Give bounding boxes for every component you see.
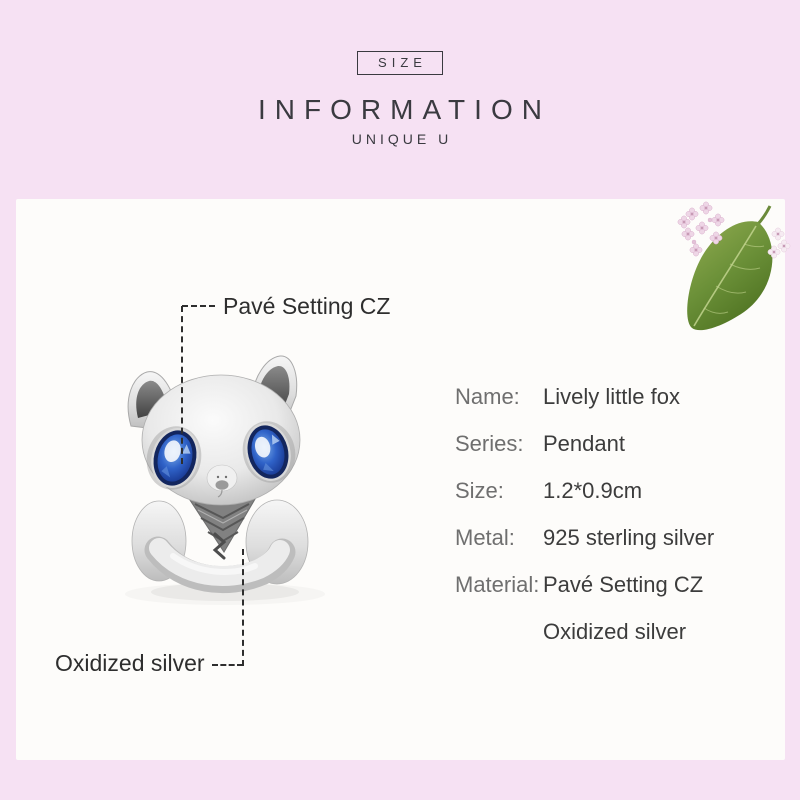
- spec-value: Pavé Setting CZ: [543, 572, 704, 597]
- page-title: INFORMATION: [258, 94, 551, 125]
- spec-label: Material:: [455, 572, 540, 597]
- spec-label: Metal:: [455, 525, 515, 550]
- spec-value: Oxidized silver: [543, 619, 687, 644]
- lilac-leaf-icon: [672, 196, 792, 351]
- leaf-stem: [757, 206, 770, 225]
- pave-dashed-line-horizontal: [182, 305, 215, 307]
- lilac-cluster-right: [768, 228, 790, 258]
- spec-row-size: [455, 477, 714, 524]
- spec-row-material: [455, 571, 714, 618]
- spec-row-material-2: [455, 618, 714, 665]
- spec-list: [455, 383, 714, 665]
- pave-annotation-label: Pavé Setting CZ: [223, 293, 391, 319]
- spec-row-metal: [455, 524, 714, 571]
- spec-value: 1.2*0.9cm: [543, 478, 643, 503]
- size-badge: SIZE: [357, 51, 443, 75]
- fox-charm-image: [103, 338, 353, 608]
- page-subtitle: UNIQUE U: [351, 131, 453, 147]
- spec-label: Series:: [455, 431, 524, 456]
- spec-row-name: [455, 383, 714, 430]
- pave-dashed-line-vertical: [181, 306, 183, 464]
- oxidized-dashed-line-horizontal: [212, 664, 243, 666]
- leaf-blade: [687, 221, 772, 330]
- spec-label: Size:: [455, 478, 504, 503]
- oxidized-annotation-label: Oxidized silver: [55, 650, 205, 676]
- spec-value: 925 sterling silver: [543, 525, 715, 550]
- oxidized-dashed-line-vertical: [242, 549, 244, 666]
- leaf-flower-decoration: [672, 196, 792, 351]
- spec-label: Name:: [455, 384, 520, 409]
- fox-charm-illustration: [103, 338, 353, 608]
- spec-value: Pendant: [543, 431, 625, 456]
- spec-row-series: [455, 430, 714, 477]
- size-badge-row: [0, 51, 800, 75]
- spec-value: Lively little fox: [543, 384, 680, 409]
